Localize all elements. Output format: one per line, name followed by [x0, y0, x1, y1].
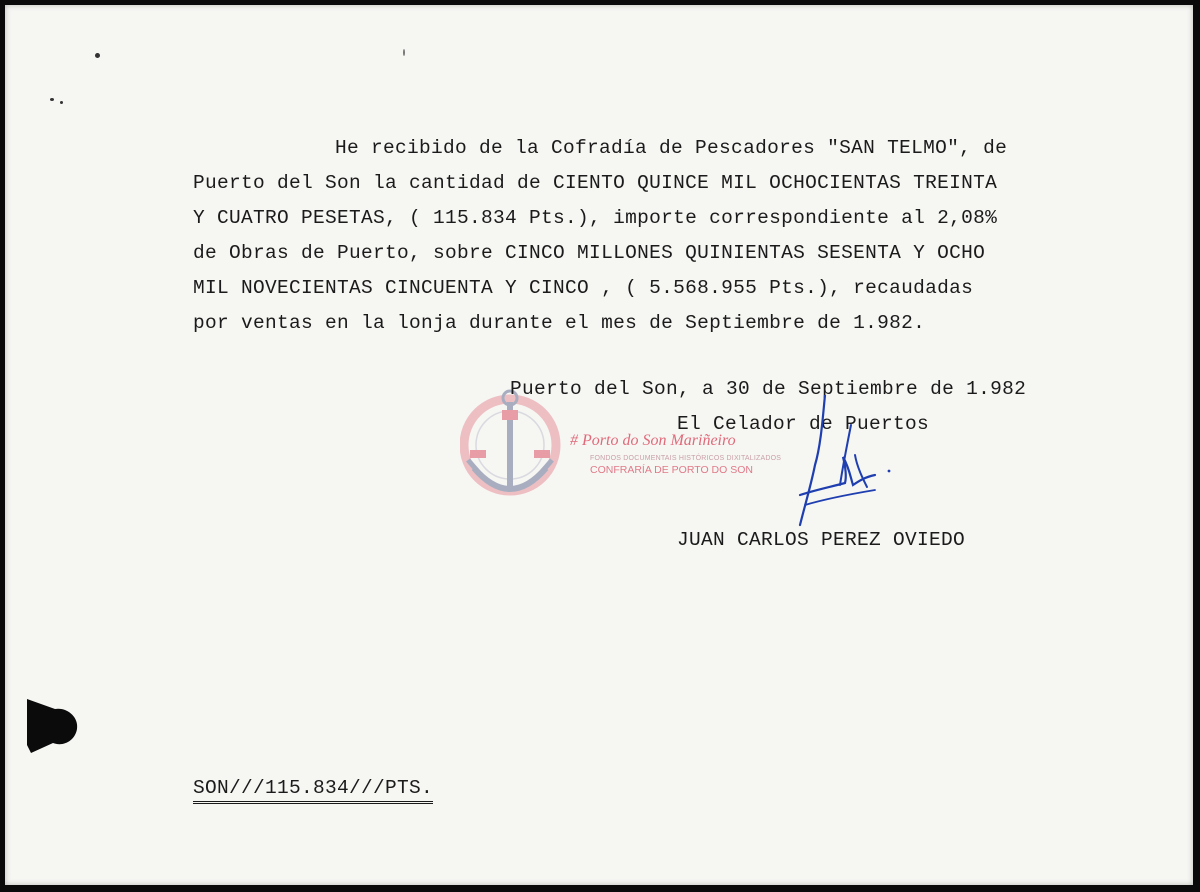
paper-speck: [403, 49, 405, 56]
paragraph-line-5: MIL NOVECIENTAS CINCUENTA Y CINCO , ( 5.568.955 Pts.), recaudadas: [193, 277, 974, 299]
watermark-subtitle: CONFRARÍA DE PORTO DO SON: [590, 464, 753, 476]
signer-name: JUAN CARLOS PEREZ OVIEDO: [677, 529, 966, 551]
punch-hole-mark: [25, 695, 83, 755]
place-date: Puerto del Son, a 30 de Septiembre de 1.982: [510, 378, 1027, 400]
signer-title: El Celador de Puertos: [677, 413, 930, 435]
paper-speck: [95, 53, 100, 58]
total-amount: SON///115.834///PTS.: [193, 777, 433, 804]
paper-speck: [50, 98, 54, 101]
document-sheet: [5, 5, 1193, 885]
watermark-brand: # Porto do Son Mariñeiro: [570, 432, 736, 449]
paragraph-line-4: de Obras de Puerto, sobre CINCO MILLONES QUINIENTAS SESENTA Y OCHO: [193, 242, 986, 264]
paragraph-line-6: por ventas en la lonja durante el mes de Septiembre de 1.982.: [193, 312, 926, 334]
paper-speck: [60, 101, 63, 104]
watermark-caption: FONDOS DOCUMENTAIS HISTÓRICOS DIXITALIZADOS: [590, 455, 782, 462]
paragraph-line-3: Y CUATRO PESETAS, ( 115.834 Pts.), importe correspondiente al 2,08%: [193, 207, 998, 229]
paragraph-line-2: Puerto del Son la cantidad de CIENTO QUINCE MIL OCHOCIENTAS TREINTA: [193, 172, 998, 194]
handwritten-signature: [785, 395, 905, 535]
paragraph-line-1: He recibido de la Cofradía de Pescadores "SAN TELMO", de: [335, 137, 1008, 159]
